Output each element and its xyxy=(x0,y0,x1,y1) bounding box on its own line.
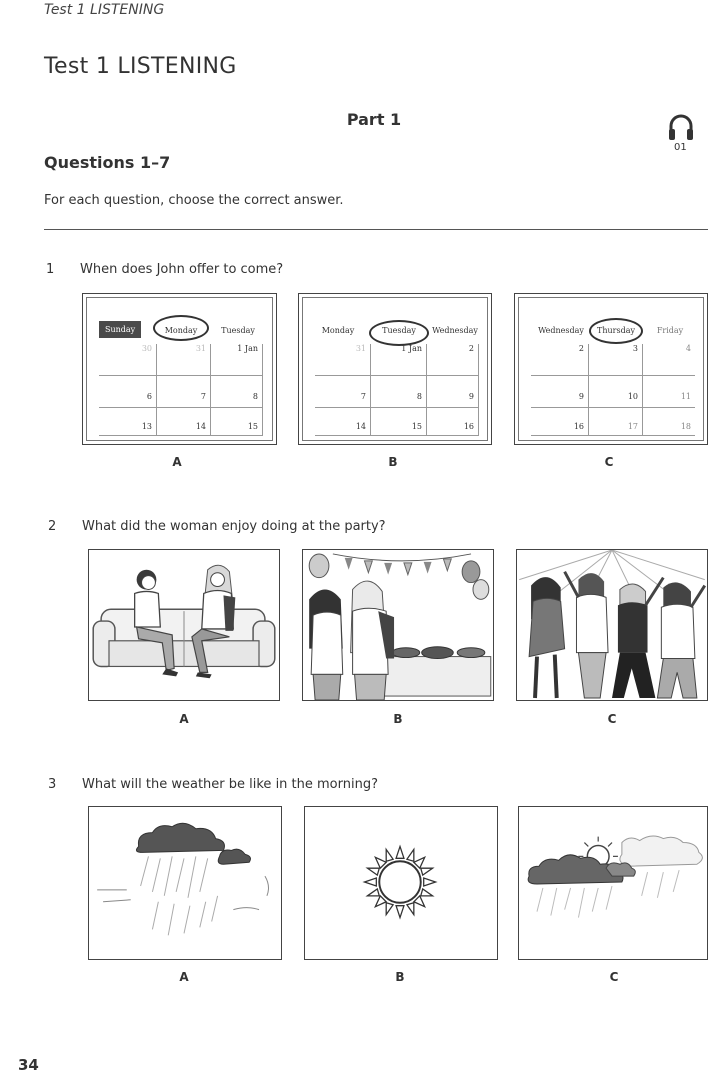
option-label: B xyxy=(393,712,403,726)
question-text: What will the weather be like in the morning? xyxy=(82,777,378,792)
calendar-day: Sunday xyxy=(99,321,141,338)
calendar-date: 9 xyxy=(578,392,584,401)
picture-option-b[interactable] xyxy=(302,549,494,701)
option-label: C xyxy=(607,712,617,726)
option-label: C xyxy=(609,970,619,984)
option-label: A xyxy=(172,455,182,469)
calendar-date: 31 xyxy=(195,344,206,353)
instruction: For each question, choose the correct answer. xyxy=(44,193,344,208)
women-dancing-illustration xyxy=(517,550,707,700)
page-number: 34 xyxy=(18,1056,39,1074)
women-talking-on-sofa-illustration xyxy=(89,550,279,700)
picture-option-b[interactable] xyxy=(304,806,498,960)
calendar-date: 9 xyxy=(468,392,474,401)
divider xyxy=(44,229,708,230)
calendar-date: 18 xyxy=(680,422,691,431)
running-head: Test 1 LISTENING xyxy=(44,2,165,18)
audio-track[interactable] xyxy=(664,112,698,156)
calendar-date: 4 xyxy=(685,344,691,353)
sun-behind-cloud-icon xyxy=(519,807,707,959)
calendar-option-b[interactable] xyxy=(298,293,492,445)
calendar-day: Thursday xyxy=(597,326,635,335)
calendar-date: 15 xyxy=(411,422,422,431)
calendar-day: Friday xyxy=(656,326,684,335)
picture-option-c[interactable] xyxy=(516,549,708,701)
page-title: Test 1 LISTENING xyxy=(44,54,237,79)
calendar-date: 14 xyxy=(195,422,206,431)
picture-option-a[interactable] xyxy=(88,549,280,701)
calendar-date: 1 Jan xyxy=(401,344,422,353)
calendar-day: Tuesday xyxy=(221,326,255,335)
women-at-buffet-illustration xyxy=(303,550,493,700)
rain-cloud-icon xyxy=(89,807,281,959)
calendar-date: 2 xyxy=(468,344,474,353)
calendar-option-c[interactable] xyxy=(514,293,708,445)
calendar-date: 13 xyxy=(141,422,152,431)
calendar-day: Wednesday xyxy=(432,326,478,335)
calendar-date: 30 xyxy=(141,344,152,353)
calendar-date: 8 xyxy=(252,392,258,401)
calendar-date: 10 xyxy=(627,392,638,401)
calendar-date: 16 xyxy=(573,422,584,431)
calendar-date: 11 xyxy=(680,392,691,401)
calendar-date: 15 xyxy=(247,422,258,431)
calendar-date: 2 xyxy=(578,344,584,353)
headphones-icon xyxy=(666,112,696,142)
calendar-date: 8 xyxy=(416,392,422,401)
option-label: A xyxy=(179,712,189,726)
option-label: A xyxy=(179,970,189,984)
option-label: B xyxy=(388,455,398,469)
calendar-date: 14 xyxy=(355,422,366,431)
calendar-date: 3 xyxy=(632,344,638,353)
question-text: What did the woman enjoy doing at the party? xyxy=(82,519,386,534)
question-text: When does John offer to come? xyxy=(80,262,284,277)
calendar-day: Wednesday xyxy=(538,326,584,335)
questions-heading: Questions 1–7 xyxy=(44,153,171,172)
calendar-date: 17 xyxy=(627,422,638,431)
calendar-option-a[interactable] xyxy=(82,293,277,445)
calendar-date: 1 Jan xyxy=(237,344,258,353)
calendar-day: Monday xyxy=(164,326,198,335)
question-number: 2 xyxy=(48,519,57,534)
option-label: C xyxy=(604,455,614,469)
calendar-date: 31 xyxy=(355,344,366,353)
track-number: 01 xyxy=(674,142,687,153)
calendar-date: 6 xyxy=(146,392,152,401)
picture-option-c[interactable] xyxy=(518,806,708,960)
question-number: 1 xyxy=(46,262,55,277)
calendar-day: Monday xyxy=(321,326,355,335)
picture-option-a[interactable] xyxy=(88,806,282,960)
calendar-date: 16 xyxy=(463,422,474,431)
part-label: Part 1 xyxy=(346,110,402,129)
question-number: 3 xyxy=(48,777,57,792)
calendar-date: 7 xyxy=(200,392,206,401)
calendar-day: Tuesday xyxy=(382,326,416,335)
option-label: B xyxy=(395,970,405,984)
sun-icon xyxy=(305,807,497,959)
calendar-date: 7 xyxy=(360,392,366,401)
